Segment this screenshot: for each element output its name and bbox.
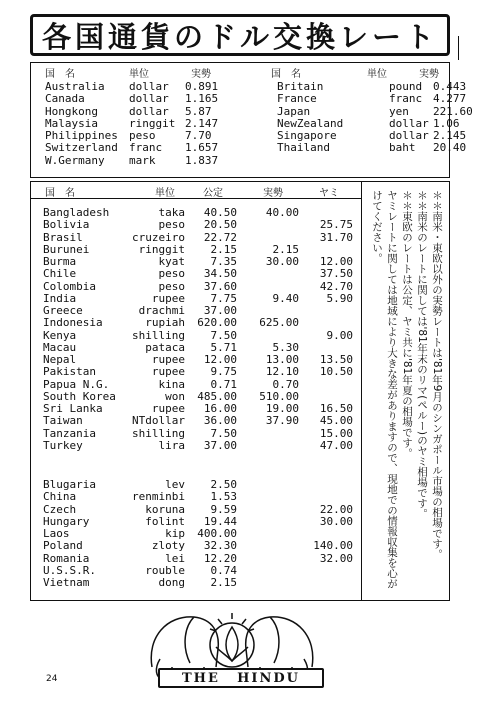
header-rate-right: 実勢 bbox=[419, 69, 439, 80]
black-market-rate-cell: 140.00 bbox=[313, 539, 353, 553]
market-rate-cell: 0.70 bbox=[272, 377, 299, 391]
table-row bbox=[31, 244, 361, 256]
logo-word-right: HINDU bbox=[237, 670, 300, 686]
rate-cell: 0.443 bbox=[433, 80, 467, 93]
table-row bbox=[31, 479, 361, 491]
country-cell: Japan bbox=[277, 104, 311, 118]
country-cell: Greece bbox=[43, 304, 83, 317]
country-cell: Hungary bbox=[43, 514, 90, 528]
table-row bbox=[31, 366, 361, 378]
country-cell: Thailand bbox=[277, 141, 330, 155]
table-row bbox=[263, 92, 467, 106]
top-table-left-rows bbox=[31, 81, 241, 173]
unit-cell: peso bbox=[129, 129, 156, 142]
official-rate-cell: 16.00 bbox=[203, 402, 237, 415]
country-cell: Poland bbox=[43, 539, 83, 553]
official-rate-cell: 22.72 bbox=[203, 230, 237, 244]
country-cell: Nepal bbox=[43, 353, 77, 366]
unit-cell: dollar bbox=[389, 129, 429, 142]
official-rate-cell: 20.50 bbox=[203, 218, 237, 232]
table-row bbox=[31, 415, 361, 427]
table-row bbox=[31, 516, 361, 528]
black-market-rate-cell: 31.70 bbox=[319, 230, 353, 244]
unit-cell: shilling bbox=[132, 328, 185, 342]
country-cell: Hongkong bbox=[45, 104, 98, 118]
header-unit: 単位 bbox=[155, 188, 175, 199]
rate-cell: 2.147 bbox=[185, 116, 219, 130]
rate-cell: 5.87 bbox=[185, 104, 212, 118]
market-rate-cell: 2.15 bbox=[272, 242, 299, 256]
logo-word-left: THE bbox=[182, 670, 220, 686]
market-rate-cell: 30.00 bbox=[265, 255, 299, 268]
unit-cell: renminbi bbox=[132, 490, 185, 504]
unit-cell: mark bbox=[129, 153, 156, 167]
table-row bbox=[31, 342, 361, 354]
unit-cell: rouble bbox=[145, 563, 185, 577]
black-market-rate-cell: 25.75 bbox=[319, 218, 353, 232]
main-table-group2 bbox=[31, 479, 361, 594]
official-rate-cell: 2.50 bbox=[210, 478, 237, 491]
country-cell: Malaysia bbox=[45, 116, 98, 130]
official-rate-cell: 37.60 bbox=[203, 279, 237, 293]
top-rate-table bbox=[30, 62, 473, 178]
unit-cell: peso bbox=[158, 267, 185, 281]
country-cell: Papua N.G. bbox=[43, 377, 110, 391]
unit-cell: pound bbox=[389, 80, 423, 93]
table-divider bbox=[361, 182, 362, 600]
country-cell: Blugaria bbox=[43, 478, 96, 491]
header-unit-left: 単位 bbox=[129, 69, 149, 80]
table-row bbox=[31, 553, 361, 565]
rate-cell: 1.837 bbox=[185, 153, 219, 167]
official-rate-cell: 19.44 bbox=[203, 514, 237, 528]
black-market-rate-cell: 37.50 bbox=[319, 267, 353, 281]
unit-cell: lira bbox=[158, 438, 185, 452]
country-cell: Romania bbox=[43, 551, 90, 565]
black-market-rate-cell: 15.00 bbox=[319, 426, 353, 440]
table-row bbox=[31, 106, 241, 118]
country-cell: Taiwan bbox=[43, 414, 83, 428]
country-cell: Chile bbox=[43, 267, 77, 281]
unit-cell: franc bbox=[389, 92, 423, 106]
country-cell: Colombia bbox=[43, 279, 96, 293]
unit-cell: zloty bbox=[151, 539, 185, 553]
rate-cell: 1.657 bbox=[185, 141, 219, 155]
country-cell: Australia bbox=[45, 80, 105, 93]
market-rate-cell: 19.00 bbox=[265, 402, 299, 415]
country-cell: Burunei bbox=[43, 242, 90, 256]
black-market-rate-cell: 30.00 bbox=[319, 514, 353, 528]
country-cell: Laos bbox=[43, 527, 70, 540]
unit-cell: koruna bbox=[145, 502, 185, 516]
header-country-left: 国 名 bbox=[45, 69, 75, 80]
unit-cell: NTdollar bbox=[132, 414, 185, 428]
rate-cell: 0.891 bbox=[185, 80, 219, 93]
table-row bbox=[31, 330, 361, 342]
note-4: ヤミレートに関しては地域により大きな差がありますので、現地での情報収集を心がけてください。 bbox=[371, 190, 398, 589]
unit-cell: rupiah bbox=[145, 316, 185, 330]
country-cell: China bbox=[43, 490, 77, 504]
country-cell: Britain bbox=[277, 80, 324, 93]
note-3: ＊＊東欧のレートは公定、ヤミ共に'81年夏の相場です。 bbox=[401, 190, 413, 459]
black-market-rate-cell: 32.00 bbox=[319, 551, 353, 565]
country-cell: Canada bbox=[45, 92, 85, 106]
header-rate-left: 実勢 bbox=[191, 69, 211, 80]
official-rate-cell: 2.15 bbox=[210, 576, 237, 589]
country-cell: Burma bbox=[43, 255, 77, 268]
country-cell: U.S.S.R. bbox=[43, 563, 96, 577]
table-row bbox=[31, 440, 361, 452]
official-rate-cell: 12.00 bbox=[203, 353, 237, 366]
table-row bbox=[31, 155, 241, 167]
country-cell: Brasil bbox=[43, 230, 83, 244]
country-cell: Bolivia bbox=[43, 218, 90, 232]
top-table-right-rows bbox=[263, 80, 473, 173]
unit-cell: dollar bbox=[129, 92, 169, 106]
official-rate-cell: 32.30 bbox=[203, 539, 237, 553]
black-market-rate-cell: 47.00 bbox=[319, 438, 353, 452]
unit-cell: dollar bbox=[389, 116, 429, 130]
official-rate-cell: 7.35 bbox=[210, 255, 237, 268]
table-row bbox=[263, 104, 473, 118]
country-cell: Singapore bbox=[277, 129, 337, 142]
note-1: ＊＊南米・東欧以外の実勢レートは'81年9月のシンガポール市場の相場です。 bbox=[431, 190, 443, 560]
unit-cell: franc bbox=[129, 141, 163, 155]
country-cell: Sri Lanka bbox=[43, 402, 103, 415]
header-unit-right: 単位 bbox=[367, 69, 387, 80]
country-cell: NewZealand bbox=[277, 116, 344, 130]
note-2: ＊＊南米のレートに関しては'81年末のリマ(ペルー)のヤミ相場です。 bbox=[416, 190, 428, 519]
table-row bbox=[31, 232, 361, 244]
table-row bbox=[31, 379, 361, 391]
rate-cell: 4.277 bbox=[433, 92, 467, 106]
side-mark bbox=[458, 36, 465, 60]
unit-cell: kina bbox=[158, 377, 185, 391]
country-cell: Bangladesh bbox=[43, 206, 110, 219]
black-market-rate-cell: 10.50 bbox=[319, 365, 353, 379]
official-rate-cell: 37.00 bbox=[203, 438, 237, 452]
table-row bbox=[31, 142, 241, 154]
country-cell: W.Germany bbox=[45, 153, 105, 167]
header-country: 国 名 bbox=[45, 188, 75, 199]
country-cell: Philippines bbox=[45, 129, 118, 142]
table-row bbox=[31, 577, 361, 589]
country-cell: Indonesia bbox=[43, 316, 103, 330]
black-market-rate-cell: 22.00 bbox=[319, 502, 353, 516]
unit-cell: dollar bbox=[129, 104, 169, 118]
country-cell: Tanzania bbox=[43, 426, 96, 440]
market-rate-cell: 12.10 bbox=[265, 365, 299, 379]
country-cell: Vietnam bbox=[43, 576, 90, 589]
table-row bbox=[31, 428, 361, 440]
unit-cell: drachmi bbox=[138, 304, 185, 317]
official-rate-cell: 7.50 bbox=[210, 426, 237, 440]
unit-cell: peso bbox=[158, 279, 185, 293]
official-rate-cell: 40.50 bbox=[203, 206, 237, 219]
unit-cell: won bbox=[165, 389, 185, 403]
market-rate-cell: 40.00 bbox=[265, 206, 299, 219]
official-rate-cell: 2.15 bbox=[210, 242, 237, 256]
rate-cell: 2.145 bbox=[433, 129, 467, 142]
table-row bbox=[31, 281, 361, 293]
country-cell: Czech bbox=[43, 502, 77, 516]
header-black: ヤミ bbox=[319, 188, 339, 199]
market-rate-cell: 5.30 bbox=[272, 340, 299, 354]
unit-cell: yen bbox=[389, 104, 409, 118]
unit-cell: lev bbox=[165, 478, 185, 491]
table-row bbox=[31, 540, 361, 552]
unit-cell: kip bbox=[165, 527, 185, 540]
unit-cell: ringgit bbox=[129, 116, 176, 130]
rate-cell: 1.06 bbox=[433, 116, 460, 130]
table-row bbox=[31, 504, 361, 516]
table-row bbox=[31, 268, 361, 280]
unit-cell: rupee bbox=[151, 291, 185, 305]
unit-cell: cruzeiro bbox=[132, 230, 185, 244]
market-rate-cell: 9.40 bbox=[272, 291, 299, 305]
unit-cell: rupee bbox=[151, 402, 185, 415]
official-rate-cell: 400.00 bbox=[197, 527, 237, 540]
market-rate-cell: 625.00 bbox=[259, 316, 299, 330]
official-rate-cell: 1.53 bbox=[210, 490, 237, 504]
unit-cell: pataca bbox=[145, 340, 185, 354]
country-cell: India bbox=[43, 291, 77, 305]
official-rate-cell: 36.00 bbox=[203, 414, 237, 428]
table-row bbox=[31, 93, 241, 105]
unit-cell: baht bbox=[389, 141, 416, 155]
black-market-rate-cell: 13.50 bbox=[319, 353, 353, 366]
black-market-rate-cell: 9.00 bbox=[326, 328, 353, 342]
official-rate-cell: 5.71 bbox=[210, 340, 237, 354]
market-rate-cell: 13.00 bbox=[265, 353, 299, 366]
official-rate-cell: 620.00 bbox=[197, 316, 237, 330]
unit-cell: lei bbox=[165, 551, 185, 565]
black-market-rate-cell: 12.00 bbox=[319, 255, 353, 268]
unit-cell: peso bbox=[158, 218, 185, 232]
official-rate-cell: 9.59 bbox=[210, 502, 237, 516]
country-cell: Pakistan bbox=[43, 365, 96, 379]
page-title: 各国通貨のドル交換レート bbox=[30, 14, 450, 56]
country-cell: Switzerland bbox=[45, 141, 118, 155]
header-market: 実勢 bbox=[263, 188, 283, 199]
black-market-rate-cell: 45.00 bbox=[319, 414, 353, 428]
official-rate-cell: 12.20 bbox=[203, 551, 237, 565]
black-market-rate-cell: 16.50 bbox=[319, 402, 353, 415]
table-row bbox=[263, 141, 467, 155]
rate-cell: 7.70 bbox=[185, 129, 212, 142]
official-rate-cell: 7.75 bbox=[210, 291, 237, 305]
unit-cell: rupee bbox=[151, 353, 185, 366]
country-cell: Turkey bbox=[43, 438, 83, 452]
black-market-rate-cell: 42.70 bbox=[319, 279, 353, 293]
official-rate-cell: 9.75 bbox=[210, 365, 237, 379]
official-rate-cell: 7.50 bbox=[210, 328, 237, 342]
unit-cell: folint bbox=[145, 514, 185, 528]
rate-cell: 1.165 bbox=[185, 92, 219, 106]
unit-cell: ringgit bbox=[138, 242, 185, 256]
page-number: 24 bbox=[46, 674, 58, 684]
table-row bbox=[31, 256, 361, 268]
notes-column bbox=[368, 190, 444, 594]
black-market-rate-cell: 5.90 bbox=[326, 291, 353, 305]
logo-banner bbox=[158, 668, 324, 688]
table-row bbox=[31, 317, 361, 329]
market-rate-cell: 510.00 bbox=[259, 389, 299, 403]
unit-cell: kyat bbox=[158, 255, 185, 268]
main-table-group1 bbox=[31, 207, 361, 457]
unit-cell: dong bbox=[158, 576, 185, 589]
market-rate-cell: 37.90 bbox=[265, 414, 299, 428]
official-rate-cell: 485.00 bbox=[197, 389, 237, 403]
unit-cell: dollar bbox=[129, 80, 169, 93]
unit-cell: rupee bbox=[151, 365, 185, 379]
country-cell: France bbox=[277, 92, 317, 106]
table-row bbox=[31, 219, 361, 231]
header-official: 公定 bbox=[203, 188, 223, 199]
unit-cell: shilling bbox=[132, 426, 185, 440]
official-rate-cell: 34.50 bbox=[203, 267, 237, 281]
official-rate-cell: 0.74 bbox=[210, 563, 237, 577]
rate-cell: 20.40 bbox=[433, 141, 467, 155]
unit-cell: taka bbox=[158, 206, 185, 219]
country-cell: Macau bbox=[43, 340, 77, 354]
country-cell: Kenya bbox=[43, 328, 77, 342]
header-country-right: 国 名 bbox=[271, 69, 301, 80]
rate-cell: 221.60 bbox=[433, 104, 473, 118]
official-rate-cell: 0.71 bbox=[210, 377, 237, 391]
country-cell: South Korea bbox=[43, 389, 116, 403]
official-rate-cell: 37.00 bbox=[203, 304, 237, 317]
table-row bbox=[31, 491, 361, 503]
